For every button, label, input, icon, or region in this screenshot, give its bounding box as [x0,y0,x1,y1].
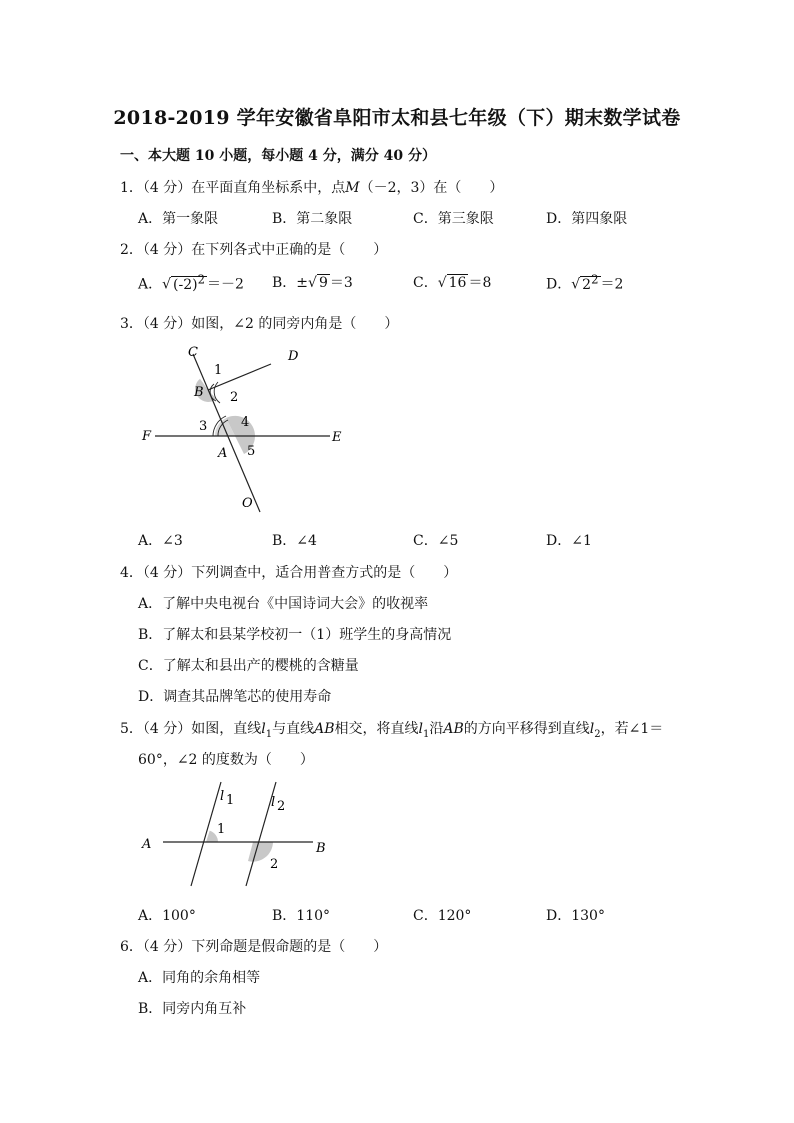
q5-l1-var: l [261,721,266,737]
q3-option-b: B．∠4 [272,533,317,549]
q2-b-radicand: 9 [318,275,328,291]
q1-stem-part: 1．（4 分）在平面直角坐标系中，点 [120,180,346,196]
label-l2-sub: 2 [277,799,286,814]
q5-text: 的方向平移得到直线 [463,721,590,737]
q5-l2-sub: 2 [594,728,601,740]
q6-option-a: A．同角的余角相等 [138,970,261,986]
q2-c-radicand: 16 [448,275,467,291]
q5-l1-var: l [418,721,424,737]
q2-b-plus-minus: ± [296,275,309,291]
question-4-stem: 4．（4 分）下列调查中，适合用普查方式的是（ ） [120,565,458,581]
q5-l2-var: l [589,721,595,737]
label-5: 5 [247,444,256,459]
q3-option-c: C．∠5 [413,533,459,549]
label-3: 3 [199,419,208,434]
q5-l1-sub: 1 [265,728,273,740]
question-5-stem-line2: 60°，∠2 的度数为（ ） [138,752,314,768]
label-l1-sub: 1 [226,793,235,808]
q4-option-a: A．了解中央电视台《中国诗词大会》的收视率 [138,596,429,612]
question-5-stem-line1 [120,718,663,740]
question-3-stem: 3．（4 分）如图，∠2 的同旁内角是（ ） [120,316,399,332]
q2-c-prefix: C． [413,275,438,291]
q1-stem-part: （－2，3）在（ ） [359,180,504,196]
q5-text: 5．（4 分）如图，直线 [120,721,262,737]
q5-ab-var: AB [443,721,464,737]
q2-a-result: ＝－2 [207,276,244,293]
label-d: D [288,349,299,364]
q2-option-a: A．√ $(-2)^2 =-2$ [138,272,244,293]
q2-b-prefix: B． [272,275,297,291]
q2-d-prefix: D． [546,276,572,293]
q5-option-c: C．120° [413,908,472,924]
q4-option-b: B．了解太和县某学校初一（1）班学生的身高情况 [138,627,452,643]
q2-option-b: B．±√ 9 ＝3 [272,275,353,291]
q4-option-d: D．调查其品牌笔芯的使用寿命 [138,689,332,705]
label-4: 4 [241,415,250,430]
q5-text: ，若∠1＝ [600,721,664,737]
q5-option-d: D．130° [546,908,605,924]
q5-ab-var: AB [314,721,335,737]
label-e: E [332,430,342,445]
q2-d-radicand: 2 [582,276,592,293]
q2-b-result: ＝3 [329,275,353,291]
question-1-stem [120,177,503,197]
label-a: A [218,446,228,461]
label-1: 1 [217,822,226,837]
q5-l1-sub: 1 [423,728,430,740]
q1-variable-m: M [345,180,360,196]
q5-text: 沿 [429,721,444,737]
q2-c-result: ＝8 [468,275,492,291]
q6-option-b: B．同旁内角互补 [138,1001,247,1017]
label-b: B [316,841,326,856]
section-heading: 一、本大题 10 小题，每小题 4 分，满分 40 分） [120,148,436,164]
q2-a-exponent: 2 [197,272,206,286]
question-2-stem: 2．（4 分）在下列各式中正确的是（ ） [120,242,388,258]
label-2: 2 [230,390,239,405]
q1-option-d: D．第四象限 [546,211,628,227]
q5-option-b: B．110° [272,908,331,924]
label-l1: l [220,789,225,804]
q3-option-d: D．∠1 [546,533,592,549]
q5-text: 相交，将直线 [334,721,419,737]
q2-d-exponent: 2 [591,272,599,286]
q5-option-a: A．100° [138,908,196,924]
label-o: O [242,496,253,511]
label-l2: l [271,795,276,810]
question-6-stem: 6．（4 分）下列命题是假命题的是（ ） [120,939,388,955]
q2-a-prefix: A． [138,276,163,293]
q4-option-c: C．了解太和县出产的樱桃的含糖量 [138,658,359,674]
label-1: 1 [214,363,223,378]
label-2: 2 [270,857,279,872]
label-b: B [194,385,204,400]
label-f: F [142,429,152,444]
q2-a-radicand: (-2) [173,276,198,293]
q5-text: 与直线 [272,721,315,737]
q1-option-b: B．第二象限 [272,211,353,227]
q2-option-d: D．√ $2^2 =2$ [546,272,624,293]
q5-translation-figure [130,778,340,894]
q2-option-c: C．√ 16 ＝8 [413,275,492,291]
page-title: 2018-2019 学年安徽省阜阳市太和县七年级（下）期末数学试卷 [113,107,681,129]
q3-angle-figure [130,340,350,520]
q3-option-a: A．∠3 [138,533,183,549]
q1-option-a: A．第一象限 [138,211,219,227]
q2-d-result: ＝2 [600,276,624,293]
q1-option-c: C．第三象限 [413,211,494,227]
label-c: C [188,345,198,360]
label-a: A [142,837,152,852]
